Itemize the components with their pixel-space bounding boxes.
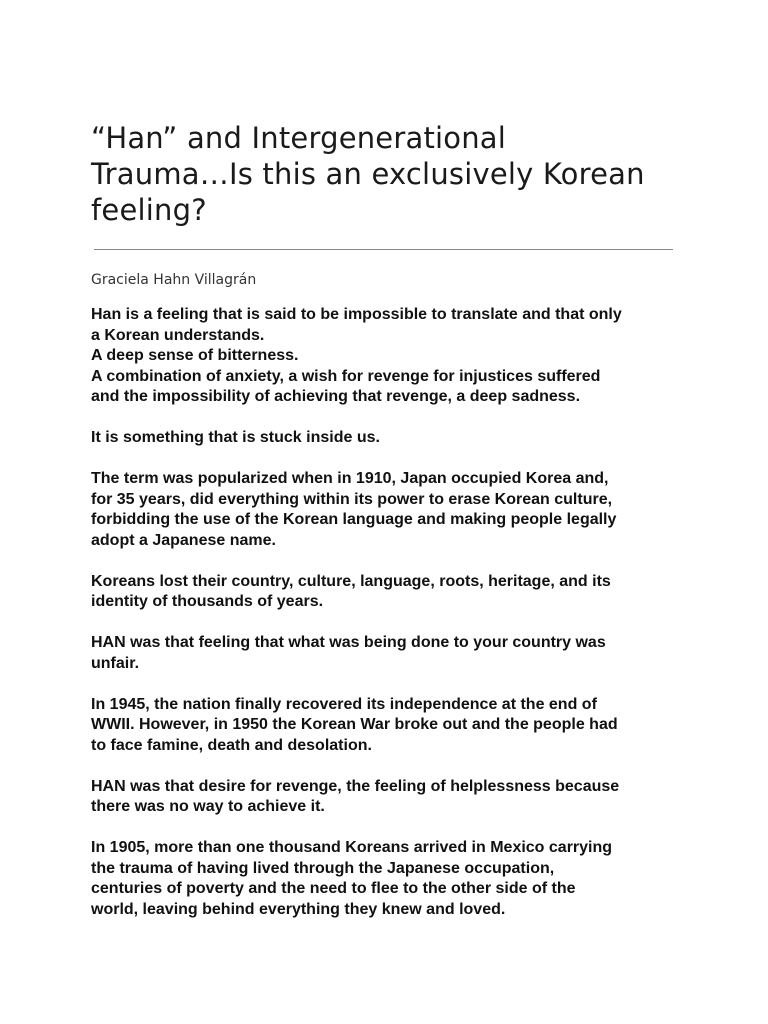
paragraph-line: HAN was that desire for revenge, the feeling of helplessness because	[91, 777, 620, 795]
document-title	[91, 120, 691, 228]
paragraph-line: A combination of anxiety, a wish for revenge for injustices suffered	[91, 367, 601, 385]
paragraph-line: Koreans lost their country, culture, language, roots, heritage, and its	[91, 572, 611, 590]
paragraph	[91, 777, 691, 818]
paragraph-line: the trauma of having lived through the Japanese occupation,	[91, 859, 555, 877]
paragraph-line: WWII. However, in 1950 the Korean War broke out and the people had	[91, 716, 618, 733]
paragraph	[91, 695, 691, 757]
paragraph-line: adopt a Japanese name.	[91, 531, 276, 549]
paragraph	[91, 305, 691, 408]
paragraph	[91, 633, 691, 674]
paragraph-line: Han is a feeling that is said to be impossible to translate and that only	[91, 306, 622, 323]
paragraph-line: centuries of poverty and the need to flee to the other side of the	[91, 880, 576, 897]
title-line: “Han” and Intergenerational	[91, 121, 507, 155]
title-divider	[94, 249, 673, 250]
paragraph-line: to face famine, death and desolation.	[91, 736, 372, 754]
paragraph-line: It is something that is stuck inside us.	[91, 429, 380, 446]
title-line: Trauma…Is this an exclusively Korean	[91, 157, 645, 191]
paragraph	[91, 838, 691, 920]
paragraph-line: In 1945, the nation finally recovered its independence at the end of	[91, 695, 597, 713]
paragraph-line: world, leaving behind everything they knew and loved.	[91, 900, 506, 918]
document-body	[91, 305, 691, 941]
paragraph-line: identity of thousands of years.	[91, 593, 324, 610]
paragraph-line: HAN was that feeling that what was being done to your country was	[91, 634, 606, 651]
author-name: Graciela Hahn Villagrán	[91, 272, 257, 288]
paragraph-line: A deep sense of bitterness.	[91, 347, 299, 364]
title-line: feeling?	[91, 193, 207, 227]
paragraph-line: The term was popularized when in 1910, Japan occupied Korea and,	[91, 470, 609, 487]
paragraph-line: and the impossibility of achieving that revenge, a deep sadness.	[91, 388, 581, 405]
paragraph-line: forbidding the use of the Korean language and making people legally	[91, 511, 617, 528]
paragraph	[91, 469, 691, 551]
paragraph-line: there was no way to achieve it.	[91, 798, 325, 815]
paragraph-line: unfair.	[91, 654, 140, 672]
paragraph	[91, 428, 691, 449]
paragraph-line: In 1905, more than one thousand Koreans arrived in Mexico carrying	[91, 839, 613, 856]
paragraph-line: for 35 years, did everything within its power to erase Korean culture,	[91, 490, 613, 508]
paragraph	[91, 572, 691, 613]
paragraph-line: a Korean understands.	[91, 326, 265, 344]
